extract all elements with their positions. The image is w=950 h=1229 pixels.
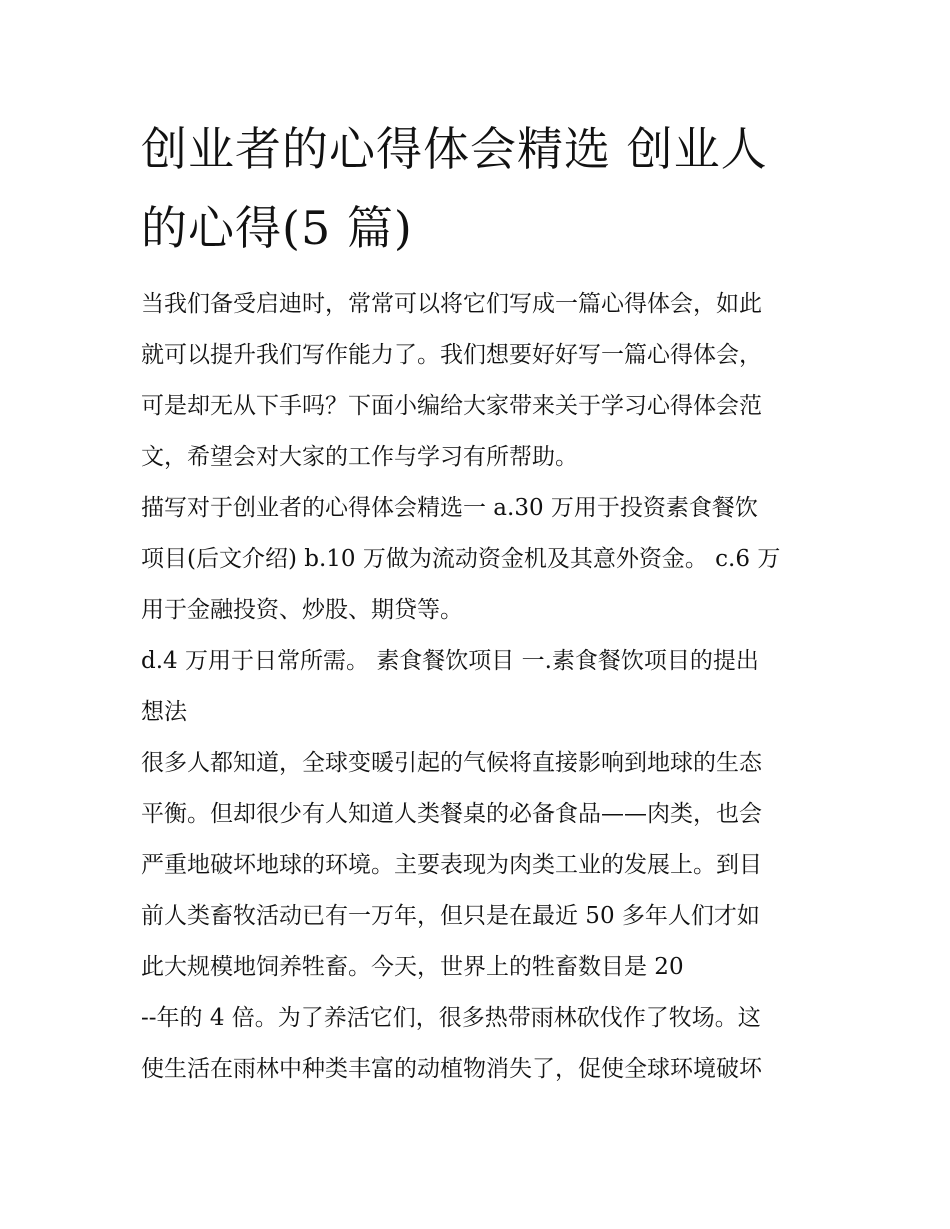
paragraph-investment-plan: 描写对于创业者的心得体会精选一 a.30 万用于投资素食餐饮 项目(后文介绍) b.10 万做为流动资金机及其意外资金。 c.6 万 用于金融投资、炒股、期贷等。 bbox=[141, 495, 781, 623]
document-content bbox=[141, 110, 813, 1095]
document-body bbox=[141, 279, 813, 1095]
paragraph-daily-needs: d.4 万用于日常所需。 素食餐饮项目 一.素食餐饮项目的提出 想法 bbox=[141, 648, 759, 725]
paragraph-global-warming: 很多人都知道，全球变暖引起的气候将直接影响到地球的生态 平衡。但却很少有人知道人类餐桌的必备食品——肉类，也会 严重地破坏地球的环境。主要表现为肉类工业的发展上。到目 前人类畜牧活动已有一万年，但只是在最近 50 多年人们才如 此大规模地饲养牲畜。今天，世界上的牲畜数目是 20 bbox=[141, 750, 762, 980]
paragraph-rainforest: --年的 4 倍。为了养活它们，很多热带雨林砍伐作了牧场。这 使生活在雨林中种类丰富的动植物消失了，促使全球环境破坏 bbox=[141, 1005, 762, 1082]
paragraph-intro: 当我们备受启迪时，常常可以将它们写成一篇心得体会，如此 就可以提升我们写作能力了。我们想要好好写一篇心得体会， 可是却无从下手吗？下面小编给大家带来关于学习心得体会范 文，希望会对大家的工作与学习有所帮助。 bbox=[141, 291, 762, 470]
document-title: 创业者的心得体会精选 创业人 的心得(5 篇) bbox=[141, 122, 768, 255]
